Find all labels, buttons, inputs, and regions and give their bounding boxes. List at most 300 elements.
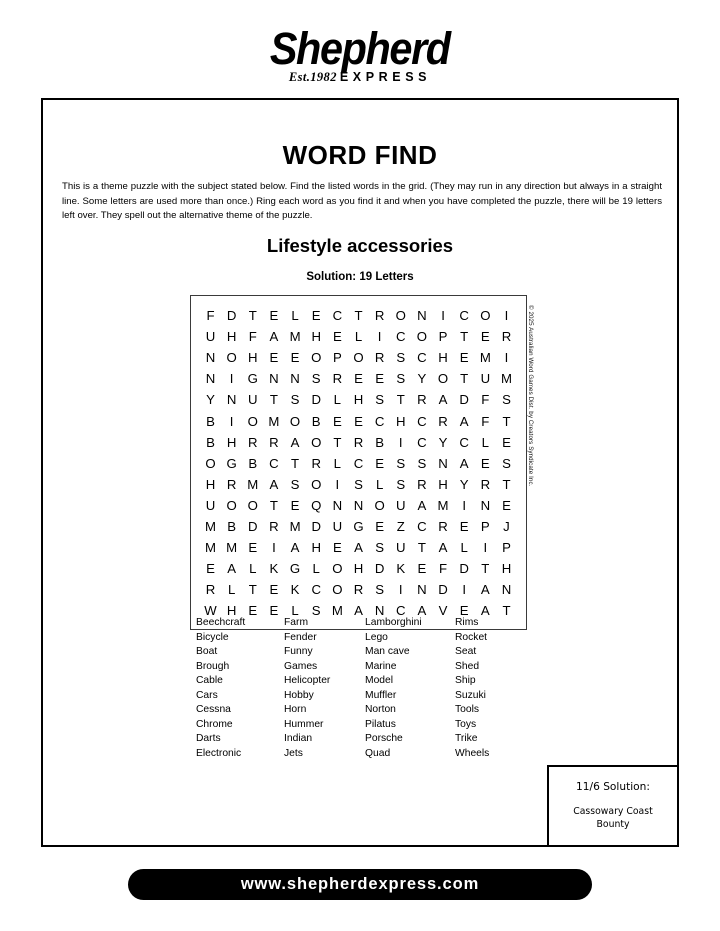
- word-list-item[interactable]: Marine: [365, 660, 397, 672]
- grid-cell[interactable]: H: [311, 540, 321, 556]
- grid-cell[interactable]: K: [290, 582, 300, 598]
- grid-cell[interactable]: A: [480, 603, 490, 619]
- grid-cell[interactable]: Q: [311, 497, 322, 513]
- grid-cell[interactable]: R: [311, 455, 321, 471]
- solution-length-label: Solution: 19 Letters: [306, 271, 414, 283]
- grid-cell[interactable]: N: [353, 497, 364, 513]
- grid-cell[interactable]: O: [311, 476, 322, 492]
- grid-cell[interactable]: Y: [206, 392, 215, 408]
- grid-cell[interactable]: R: [480, 476, 491, 492]
- grid-cell[interactable]: I: [483, 540, 488, 556]
- grid-cell[interactable]: E: [480, 329, 490, 345]
- grid-cell[interactable]: E: [269, 308, 279, 324]
- grid-cell[interactable]: E: [206, 561, 215, 577]
- grid-cell[interactable]: R: [269, 434, 279, 450]
- grid-cell[interactable]: D: [226, 308, 237, 324]
- word-list-item[interactable]: Farm: [284, 617, 309, 628]
- grid-cell[interactable]: A: [459, 455, 469, 471]
- grid-cell[interactable]: N: [269, 371, 279, 387]
- established-label: Est.1982: [288, 70, 337, 84]
- grid-cell[interactable]: S: [502, 455, 511, 471]
- grid-cell[interactable]: C: [417, 518, 427, 534]
- grid-cell[interactable]: U: [332, 518, 343, 534]
- word-list-item[interactable]: Horn: [284, 704, 307, 716]
- word-list-item[interactable]: Beechcraft: [196, 617, 246, 628]
- grid-cell[interactable]: A: [290, 540, 300, 556]
- word-list-item[interactable]: Hummer: [284, 718, 324, 730]
- grid-cell[interactable]: A: [417, 497, 427, 513]
- express-label: EXPRESS: [339, 70, 432, 84]
- grid-cell[interactable]: Y: [417, 371, 427, 387]
- grid-cell[interactable]: D: [459, 561, 469, 577]
- grid-cell[interactable]: I: [398, 434, 403, 450]
- grid-cell[interactable]: T: [481, 561, 490, 577]
- word-list-item[interactable]: Wheels: [455, 747, 490, 759]
- grid-cell[interactable]: T: [333, 434, 342, 450]
- grid-cell[interactable]: N: [374, 603, 385, 619]
- grid-cell[interactable]: G: [289, 561, 301, 577]
- grid-cell[interactable]: E: [248, 540, 258, 556]
- word-list-item[interactable]: Rims: [455, 617, 479, 628]
- grid-cell[interactable]: F: [439, 561, 448, 577]
- grid-cell[interactable]: R: [438, 518, 448, 534]
- grid-cell[interactable]: C: [417, 434, 427, 450]
- grid-cell[interactable]: E: [332, 413, 342, 429]
- grid-cell[interactable]: M: [226, 540, 238, 556]
- previous-solution-title: 11/6 Solution:: [576, 781, 650, 793]
- word-list-item[interactable]: Quad: [365, 747, 391, 759]
- word-list-column: [455, 616, 535, 761]
- grid-cell[interactable]: O: [226, 497, 237, 513]
- grid-cell[interactable]: P: [480, 518, 490, 534]
- grid-cell[interactable]: F: [481, 413, 490, 429]
- grid-row: [201, 453, 516, 474]
- grid-cell[interactable]: O: [205, 455, 216, 471]
- grid-cell[interactable]: H: [438, 476, 448, 492]
- word-list-item[interactable]: Porsche: [365, 733, 403, 745]
- grid-cell[interactable]: R: [374, 350, 385, 366]
- grid-cell[interactable]: O: [437, 371, 449, 387]
- word-list-item[interactable]: Ship: [455, 675, 476, 687]
- grid-cell[interactable]: H: [205, 476, 216, 492]
- copyright-notice: [523, 305, 537, 565]
- grid-cell[interactable]: I: [229, 371, 234, 387]
- page-title: WORD FIND: [282, 140, 438, 170]
- footer-url-bar[interactable]: [128, 869, 592, 900]
- grid-cell[interactable]: O: [247, 497, 258, 513]
- grid-cell[interactable]: N: [417, 308, 427, 324]
- grid-cell[interactable]: W: [204, 603, 217, 619]
- word-search-grid[interactable]: [190, 295, 527, 630]
- grid-cell[interactable]: U: [205, 497, 216, 513]
- website-url: www.shepherdexpress.com: [240, 875, 480, 893]
- word-list-item[interactable]: Lamborghini: [365, 617, 422, 628]
- grid-cell[interactable]: S: [396, 350, 406, 366]
- grid-row: [201, 558, 516, 579]
- grid-cell[interactable]: A: [290, 434, 300, 450]
- grid-cell[interactable]: N: [332, 497, 343, 513]
- grid-cell[interactable]: M: [289, 329, 301, 345]
- grid-cell[interactable]: D: [438, 582, 448, 598]
- grid-cell[interactable]: E: [290, 350, 300, 366]
- grid-cell[interactable]: C: [353, 455, 364, 471]
- grid-cell[interactable]: B: [206, 434, 215, 450]
- grid-cell[interactable]: S: [396, 455, 406, 471]
- grid-cell[interactable]: H: [226, 434, 237, 450]
- grid-cell[interactable]: M: [205, 540, 216, 556]
- word-list-item[interactable]: Toys: [455, 718, 477, 730]
- word-list-item[interactable]: Games: [284, 660, 318, 672]
- grid-cell[interactable]: C: [459, 434, 469, 450]
- grid-cell[interactable]: N: [417, 582, 427, 598]
- grid-cell[interactable]: T: [291, 455, 300, 471]
- grid-cell[interactable]: A: [269, 476, 279, 492]
- grid-cell[interactable]: C: [417, 413, 427, 429]
- grid-cell[interactable]: B: [248, 455, 258, 471]
- word-list-item[interactable]: Bicycle: [196, 631, 229, 643]
- word-list-item[interactable]: Model: [365, 675, 394, 687]
- grid-cell[interactable]: C: [396, 329, 406, 345]
- grid-cell[interactable]: Y: [459, 476, 469, 492]
- grid-cell[interactable]: S: [396, 371, 406, 387]
- grid-cell[interactable]: B: [311, 413, 321, 429]
- grid-cell[interactable]: M: [247, 476, 259, 492]
- grid-cell[interactable]: K: [269, 561, 279, 577]
- grid-cell[interactable]: A: [459, 413, 469, 429]
- grid-cell[interactable]: O: [374, 497, 385, 513]
- grid-cell[interactable]: H: [353, 561, 364, 577]
- grid-cell[interactable]: E: [480, 455, 490, 471]
- word-list-item[interactable]: Suzuki: [455, 689, 486, 701]
- grid-cell[interactable]: C: [311, 582, 321, 598]
- grid-cell[interactable]: L: [291, 308, 299, 324]
- grid-cell[interactable]: G: [353, 518, 364, 534]
- grid-cell[interactable]: R: [374, 308, 385, 324]
- grid-cell[interactable]: Z: [396, 518, 405, 534]
- grid-cell[interactable]: E: [502, 434, 511, 450]
- grid-cell[interactable]: R: [332, 371, 343, 387]
- word-list-item[interactable]: Seat: [455, 646, 477, 658]
- grid-cell[interactable]: N: [290, 371, 300, 387]
- grid-cell[interactable]: C: [459, 308, 469, 324]
- grid-cell[interactable]: R: [353, 434, 364, 450]
- word-list-item[interactable]: Helicopter: [284, 675, 331, 687]
- grid-cell[interactable]: A: [438, 540, 448, 556]
- grid-cell[interactable]: L: [481, 434, 489, 450]
- grid-cell[interactable]: S: [375, 582, 385, 598]
- grid-cell[interactable]: S: [375, 392, 385, 408]
- grid-cell[interactable]: I: [335, 476, 340, 492]
- word-list-item[interactable]: Pilatus: [365, 718, 396, 730]
- grid-cell[interactable]: M: [205, 518, 216, 534]
- grid-cell[interactable]: N: [226, 392, 237, 408]
- grid-cell[interactable]: S: [396, 476, 406, 492]
- grid-cell[interactable]: N: [438, 455, 448, 471]
- grid-cell[interactable]: L: [333, 392, 342, 408]
- grid-cell[interactable]: E: [332, 329, 342, 345]
- word-list-item[interactable]: Electronic: [196, 747, 242, 759]
- instructions-text: This is a theme puzzle with the subject stated below. Find the listed words in the grid. (They may run in any direction but always in a straight line. Some letters are used more than once.) Ring each word as you find it and when you have completed the puzzle, there will be 19 letters left over. They spell out the alternative theme of the puzzle.: [62, 181, 662, 222]
- grid-cell[interactable]: M: [500, 371, 512, 387]
- grid-row: [201, 516, 516, 537]
- grid-cell[interactable]: R: [438, 413, 448, 429]
- grid-cell[interactable]: R: [205, 582, 216, 598]
- grid-cell[interactable]: L: [333, 455, 342, 471]
- grid-cell[interactable]: C: [417, 350, 427, 366]
- grid-cell[interactable]: B: [206, 413, 215, 429]
- word-list-item[interactable]: Darts: [196, 733, 221, 745]
- grid-cell[interactable]: O: [311, 350, 322, 366]
- grid-cell[interactable]: M: [437, 497, 449, 513]
- brand-logo-text: Shepherd: [270, 23, 450, 74]
- word-list: [196, 616, 616, 761]
- word-list-item[interactable]: Cable: [196, 675, 223, 687]
- grid-cell[interactable]: B: [227, 518, 237, 534]
- grid-cell[interactable]: J: [503, 518, 510, 534]
- grid-cell[interactable]: M: [479, 350, 491, 366]
- grid-cell[interactable]: U: [396, 540, 406, 556]
- grid-cell[interactable]: T: [502, 413, 511, 429]
- word-list-item[interactable]: Cessna: [196, 704, 231, 716]
- grid-cell[interactable]: A: [227, 561, 237, 577]
- grid-cell[interactable]: U: [248, 392, 258, 408]
- word-list-item[interactable]: Shed: [455, 660, 480, 672]
- grid-cell[interactable]: N: [480, 497, 491, 513]
- grid-cell[interactable]: C: [374, 413, 385, 429]
- grid-cell[interactable]: N: [501, 582, 512, 598]
- word-list-column: [196, 616, 284, 761]
- word-list-item[interactable]: Cars: [196, 689, 218, 701]
- grid-cell[interactable]: E: [290, 497, 300, 513]
- word-list-item[interactable]: Lego: [365, 631, 388, 643]
- grid-cell[interactable]: T: [269, 497, 278, 513]
- grid-cell[interactable]: I: [504, 308, 509, 324]
- grid-cell[interactable]: I: [377, 329, 382, 345]
- grid-cell[interactable]: E: [269, 603, 279, 619]
- grid-row: [201, 326, 516, 347]
- grid-cell[interactable]: T: [354, 308, 363, 324]
- grid-cell[interactable]: I: [229, 413, 234, 429]
- grid-cell[interactable]: O: [311, 434, 322, 450]
- grid-cell[interactable]: G: [226, 455, 237, 471]
- grid-cell[interactable]: O: [416, 329, 428, 345]
- grid-cell[interactable]: O: [289, 413, 301, 429]
- grid-cell[interactable]: M: [289, 518, 301, 534]
- grid-cell[interactable]: L: [249, 561, 257, 577]
- grid-row: [201, 579, 516, 600]
- grid-cell[interactable]: F: [481, 392, 490, 408]
- grid-cell[interactable]: A: [417, 603, 427, 619]
- grid-row: [201, 368, 516, 389]
- grid-cell[interactable]: E: [375, 518, 385, 534]
- previous-solution-answer: [549, 805, 677, 831]
- grid-cell[interactable]: E: [354, 371, 363, 387]
- grid-cell[interactable]: H: [353, 392, 364, 408]
- grid-cell[interactable]: D: [311, 392, 321, 408]
- grid-cell[interactable]: A: [354, 540, 363, 556]
- grid-cell[interactable]: P: [502, 540, 511, 556]
- grid-cell[interactable]: S: [311, 371, 321, 387]
- grid-cell[interactable]: H: [226, 603, 237, 619]
- grid-cell[interactable]: I: [504, 350, 509, 366]
- grid-cell[interactable]: E: [459, 518, 469, 534]
- grid-cell[interactable]: S: [502, 392, 511, 408]
- grid-cell[interactable]: M: [268, 413, 280, 429]
- copyright-text: © 2025 Australian Word Games Dist. by Creators Syndicate Inc.: [527, 305, 534, 487]
- grid-cell[interactable]: N: [205, 350, 216, 366]
- grid-cell[interactable]: R: [417, 476, 427, 492]
- previous-solution-line-1: Cassowary Coast: [573, 806, 653, 817]
- grid-cell[interactable]: E: [459, 350, 469, 366]
- grid-cell[interactable]: H: [311, 329, 321, 345]
- grid-cell[interactable]: F: [206, 308, 215, 324]
- grid-cell[interactable]: E: [375, 371, 385, 387]
- grid-cell[interactable]: D: [311, 518, 321, 534]
- previous-solution-box: [547, 765, 679, 847]
- grid-cell[interactable]: Y: [438, 434, 448, 450]
- word-list-item[interactable]: Indian: [284, 733, 313, 745]
- grid-cell[interactable]: T: [269, 392, 278, 408]
- grid-cell[interactable]: V: [438, 603, 448, 619]
- grid-cell[interactable]: I: [272, 540, 276, 556]
- grid-cell[interactable]: H: [248, 350, 258, 366]
- grid-cell[interactable]: L: [375, 476, 384, 492]
- grid-cell[interactable]: D: [374, 561, 385, 577]
- grid-cell[interactable]: A: [269, 329, 279, 345]
- word-list-item[interactable]: Norton: [365, 704, 396, 716]
- word-list-item[interactable]: Brough: [196, 660, 230, 672]
- word-list-item[interactable]: Funny: [284, 646, 313, 658]
- grid-cell[interactable]: R: [226, 476, 237, 492]
- grid-cell[interactable]: S: [311, 603, 321, 619]
- grid-cell[interactable]: I: [398, 582, 403, 598]
- grid-cell[interactable]: I: [441, 308, 445, 324]
- grid-cell[interactable]: S: [417, 455, 427, 471]
- grid-cell[interactable]: L: [354, 329, 363, 345]
- grid-row: [201, 495, 516, 516]
- grid-cell[interactable]: T: [460, 371, 469, 387]
- grid-cell[interactable]: N: [205, 371, 216, 387]
- grid-cell[interactable]: O: [332, 561, 343, 577]
- grid-cell[interactable]: I: [462, 582, 467, 598]
- grid-row: [201, 389, 516, 410]
- grid-row: [201, 305, 516, 326]
- grid-cell[interactable]: F: [248, 329, 257, 345]
- grid-cell[interactable]: H: [226, 329, 237, 345]
- grid-cell[interactable]: L: [227, 582, 236, 598]
- grid-cell[interactable]: U: [480, 371, 491, 387]
- grid-cell[interactable]: E: [269, 350, 279, 366]
- grid-cell[interactable]: M: [331, 603, 343, 619]
- puzzle-frame: [41, 98, 679, 847]
- grid-cell[interactable]: O: [247, 413, 258, 429]
- grid-cell[interactable]: B: [375, 434, 385, 450]
- grid-row: [201, 537, 516, 558]
- grid-cell[interactable]: L: [460, 540, 468, 556]
- grid-cell[interactable]: R: [248, 434, 258, 450]
- grid-cell[interactable]: T: [248, 582, 257, 598]
- grid-cell[interactable]: H: [438, 350, 448, 366]
- word-list-item[interactable]: Jets: [284, 747, 303, 759]
- grid-cell[interactable]: K: [396, 561, 406, 577]
- grid-cell[interactable]: D: [248, 518, 258, 534]
- grid-cell[interactable]: H: [501, 561, 512, 577]
- grid-cell[interactable]: E: [354, 413, 363, 429]
- grid-cell[interactable]: O: [226, 350, 237, 366]
- grid-cell[interactable]: S: [290, 476, 300, 492]
- grid-cell[interactable]: D: [459, 392, 469, 408]
- grid-cell[interactable]: I: [462, 497, 467, 513]
- word-list-item[interactable]: Chrome: [196, 718, 233, 730]
- grid-row: [201, 347, 516, 368]
- grid-cell[interactable]: T: [502, 476, 511, 492]
- grid-cell[interactable]: P: [332, 350, 342, 366]
- grid-cell[interactable]: A: [438, 392, 448, 408]
- word-list-item[interactable]: Man cave: [365, 646, 410, 658]
- grid-cell[interactable]: E: [332, 540, 342, 556]
- grid-cell[interactable]: R: [417, 392, 427, 408]
- grid-row: [201, 432, 516, 453]
- grid-cell[interactable]: T: [417, 540, 426, 556]
- grid-cell[interactable]: T: [396, 392, 405, 408]
- grid-cell[interactable]: E: [311, 308, 321, 324]
- grid-cell[interactable]: C: [332, 308, 343, 324]
- grid-cell[interactable]: G: [247, 371, 258, 387]
- grid-cell[interactable]: E: [269, 582, 279, 598]
- grid-cell[interactable]: L: [312, 561, 320, 577]
- masthead: [0, 23, 720, 85]
- word-list-item[interactable]: Rocket: [455, 631, 488, 643]
- grid-cell[interactable]: R: [269, 518, 279, 534]
- word-list-item[interactable]: Hobby: [284, 689, 314, 701]
- word-list-item[interactable]: Tools: [455, 704, 480, 716]
- word-list-column: [284, 616, 365, 761]
- puzzle-theme: Lifestyle accessories: [266, 235, 454, 256]
- word-list-item[interactable]: Boat: [196, 646, 218, 658]
- grid-cell[interactable]: T: [460, 329, 469, 345]
- grid-cell[interactable]: L: [291, 603, 299, 619]
- grid-cell[interactable]: E: [502, 497, 511, 513]
- grid-cell[interactable]: U: [396, 497, 406, 513]
- grid-cell[interactable]: C: [396, 603, 406, 619]
- grid-cell[interactable]: E: [417, 561, 427, 577]
- word-list-item[interactable]: Trike: [455, 733, 478, 745]
- grid-cell[interactable]: R: [501, 329, 512, 345]
- grid-cell[interactable]: S: [290, 392, 300, 408]
- grid-cell[interactable]: H: [396, 413, 406, 429]
- grid-cell[interactable]: O: [480, 308, 491, 324]
- grid-cell[interactable]: E: [375, 455, 385, 471]
- grid-cell[interactable]: R: [353, 582, 364, 598]
- grid-cell[interactable]: C: [269, 455, 279, 471]
- word-list-item[interactable]: Fender: [284, 631, 317, 643]
- grid-cell[interactable]: E: [459, 603, 469, 619]
- grid-cell[interactable]: S: [375, 540, 385, 556]
- grid-cell[interactable]: A: [480, 582, 490, 598]
- grid-cell[interactable]: O: [395, 308, 406, 324]
- grid-cell[interactable]: T: [248, 308, 257, 324]
- word-list-item[interactable]: Muffler: [365, 689, 397, 701]
- grid-cell[interactable]: U: [205, 329, 216, 345]
- grid-cell[interactable]: E: [248, 603, 258, 619]
- grid-cell[interactable]: T: [502, 603, 511, 619]
- grid-cell[interactable]: S: [354, 476, 363, 492]
- grid-cell[interactable]: P: [438, 329, 448, 345]
- grid-cell[interactable]: A: [354, 603, 363, 619]
- grid-cell[interactable]: O: [332, 582, 343, 598]
- word-list-column: [365, 616, 455, 761]
- grid-cell[interactable]: O: [353, 350, 364, 366]
